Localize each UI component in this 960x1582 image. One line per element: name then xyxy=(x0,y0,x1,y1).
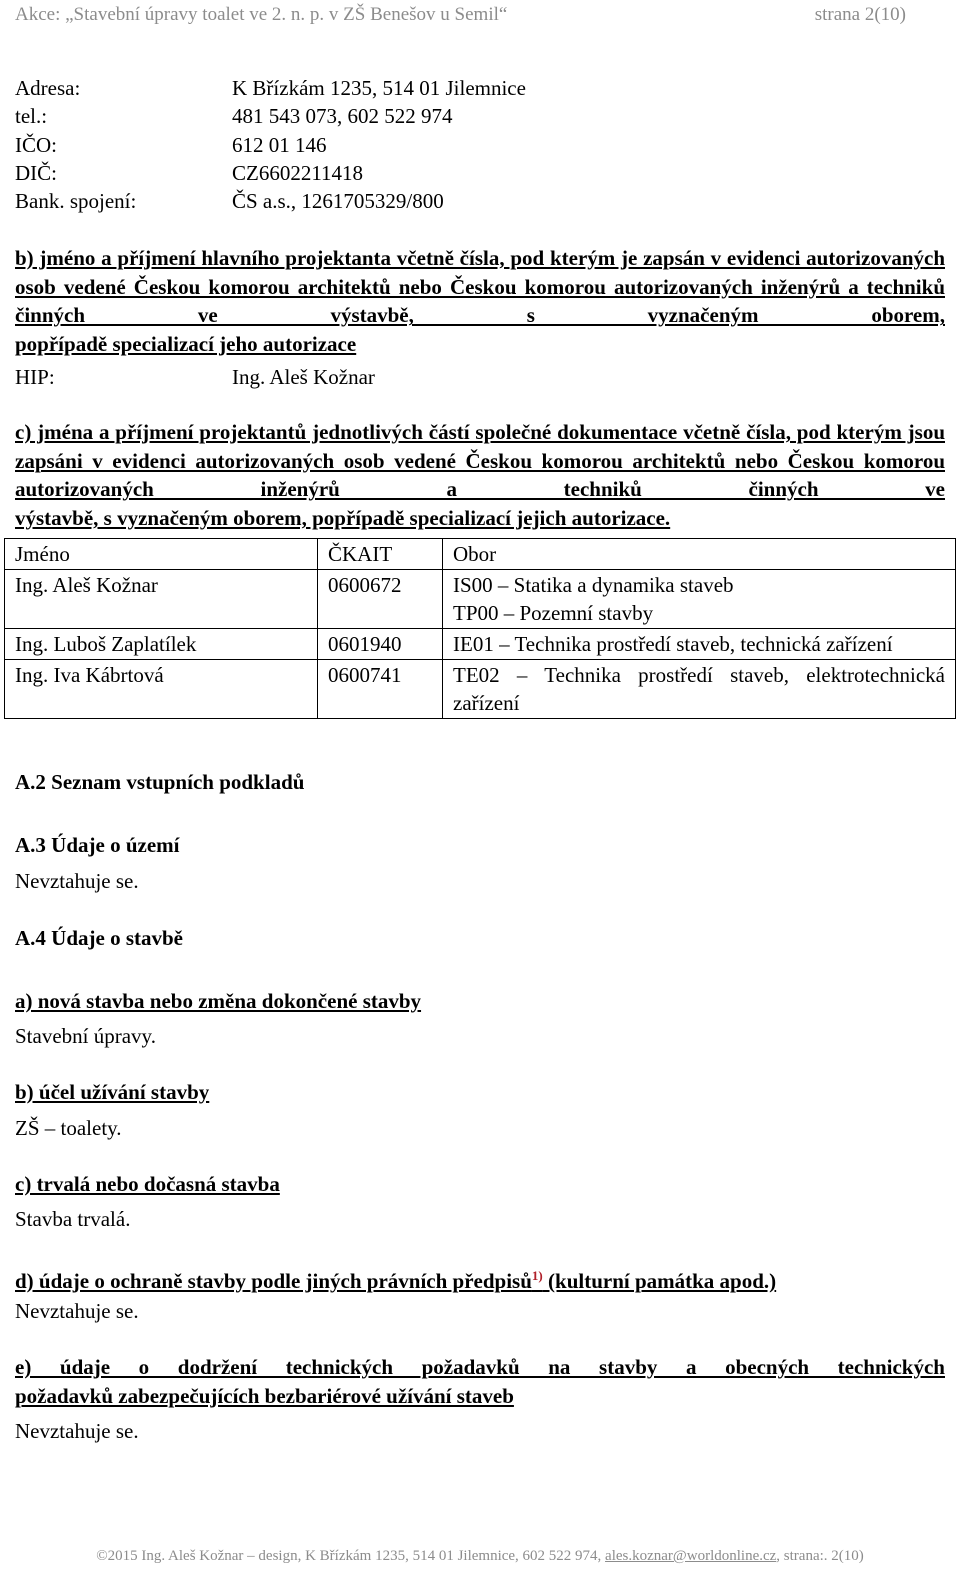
table-header-cell: Obor xyxy=(443,539,956,570)
table-cell-ckait: 0600741 xyxy=(318,660,443,719)
contact-value-dic: CZ6602211418 xyxy=(232,161,364,185)
contact-value-ico: 612 01 146 xyxy=(232,133,327,157)
table-cell-obor: TE02 – Technika prostředí staveb, elektrotechnická zařízení xyxy=(443,660,956,719)
contact-label-phone: tel.: xyxy=(15,104,48,128)
table-row xyxy=(5,570,956,629)
contact-value-bank: ČS a.s., 1261705329/800 xyxy=(232,189,444,213)
authors-table xyxy=(4,538,956,719)
a4-e-heading-main: e) údaje o dodržení technických požadavků na stavby a obecných technických xyxy=(15,1355,945,1379)
contact-value-phone: 481 543 073, 602 522 974 xyxy=(232,104,453,128)
table-cell-ckait: 0601940 xyxy=(318,629,443,660)
a4-b-text: ZŠ – toalety. xyxy=(15,1116,122,1140)
a4-d-heading xyxy=(15,1262,776,1295)
table-row xyxy=(5,629,956,660)
table-cell-name: Ing. Aleš Kožnar xyxy=(5,570,318,629)
a4-c-heading: c) trvalá nebo dočasná stavba xyxy=(15,1172,280,1196)
table-cell-name: Ing. Iva Kábrtová xyxy=(5,660,318,719)
a4-e-text: Nevztahuje se. xyxy=(15,1419,139,1443)
a4-d-heading-post: (kulturní památka apod.) xyxy=(542,1269,777,1293)
table-header-cell: Jméno xyxy=(5,539,318,570)
a4-c-text: Stavba trvalá. xyxy=(15,1207,131,1231)
table-cell-ckait: 0600672 xyxy=(318,570,443,629)
footer-email-link[interactable]: ales.koznar@worldonline.cz xyxy=(605,1548,777,1564)
hip-value: Ing. Aleš Kožnar xyxy=(232,365,375,389)
section-b-heading xyxy=(15,244,945,359)
page-header xyxy=(15,4,906,26)
section-c-heading xyxy=(15,418,945,533)
a2-heading: A.2 Seznam vstupních podkladů xyxy=(15,770,305,794)
a4-d-text: Nevztahuje se. xyxy=(15,1299,139,1323)
a4-e-heading-last: požadavků zabezpečujících bezbariérové užívání staveb xyxy=(15,1383,514,1408)
a3-heading: A.3 Údaje o území xyxy=(15,833,180,857)
a4-a-text: Stavební úpravy. xyxy=(15,1024,156,1048)
contact-label-bank: Bank. spojení: xyxy=(15,189,137,213)
table-header-cell: ČKAIT xyxy=(318,539,443,570)
section-c-heading-main: c) jména a příjmení projektantů jednotlivých částí společné dokumentace včetně čísla, pod kterým jsou zapsáni v evidenci autorizovaných osob vedené Českou komorou architektů nebo Českou komorou autorizovaných inženýrů a techniků činných ve xyxy=(15,420,945,502)
table-cell-name: Ing. Luboš Zaplatílek xyxy=(5,629,318,660)
hip-label: HIP: xyxy=(15,365,55,389)
a4-heading: A.4 Údaje o stavbě xyxy=(15,926,183,950)
header-title: Akce: „Stavební úpravy toalet ve 2. n. p. v ZŠ Benešov u Semil“ xyxy=(15,4,508,25)
table-cell-obor-line: IS00 – Statika a dynamika staveb xyxy=(453,573,734,597)
contact-value-address: K Břízkám 1235, 514 01 Jilemnice xyxy=(232,76,526,100)
page-footer xyxy=(0,1548,960,1565)
contact-label-address: Adresa: xyxy=(15,76,81,100)
contact-label-ico: IČO: xyxy=(15,133,57,157)
a4-d-heading-pre: d) údaje o ochraně stavby podle jiných právních předpisů xyxy=(15,1269,532,1293)
table-row xyxy=(5,660,956,719)
a4-b-heading: b) účel užívání stavby xyxy=(15,1080,210,1104)
header-page-number: strana 2(10) xyxy=(814,4,906,25)
contact-label-dic: DIČ: xyxy=(15,161,57,185)
a4-e-heading xyxy=(15,1353,945,1410)
table-cell-obor-line: TP00 – Pozemní stavby xyxy=(453,601,654,625)
section-b-heading-last: popřípadě specializací jeho autorizace xyxy=(15,332,357,357)
table-cell-obor xyxy=(443,570,956,629)
footnote-ref[interactable]: 1) xyxy=(531,1268,543,1283)
a3-text: Nevztahuje se. xyxy=(15,869,139,893)
footer-page: , strana:. 2(10) xyxy=(776,1548,864,1564)
table-header-row xyxy=(5,539,956,570)
section-c-heading-last: výstavbě, s vyznačeným oborem, popřípadě specializací jejich autorizace. xyxy=(15,506,671,531)
table-cell-obor: IE01 – Technika prostředí staveb, technická zařízení xyxy=(443,629,956,660)
a4-a-heading: a) nová stavba nebo změna dokončené stavby xyxy=(15,989,422,1013)
footer-text: ©2015 Ing. Aleš Kožnar – design, K Břízkám 1235, 514 01 Jilemnice, 602 522 974, xyxy=(96,1548,606,1564)
section-b-heading-main: b) jméno a příjmení hlavního projektanta včetně čísla, pod kterým je zapsán v evidenci autorizovaných osob vedené Českou komorou architektů nebo Českou komorou autorizovaných inženýrů a techniků činných ve výstavbě, s vyznačeným oborem, xyxy=(15,246,945,328)
